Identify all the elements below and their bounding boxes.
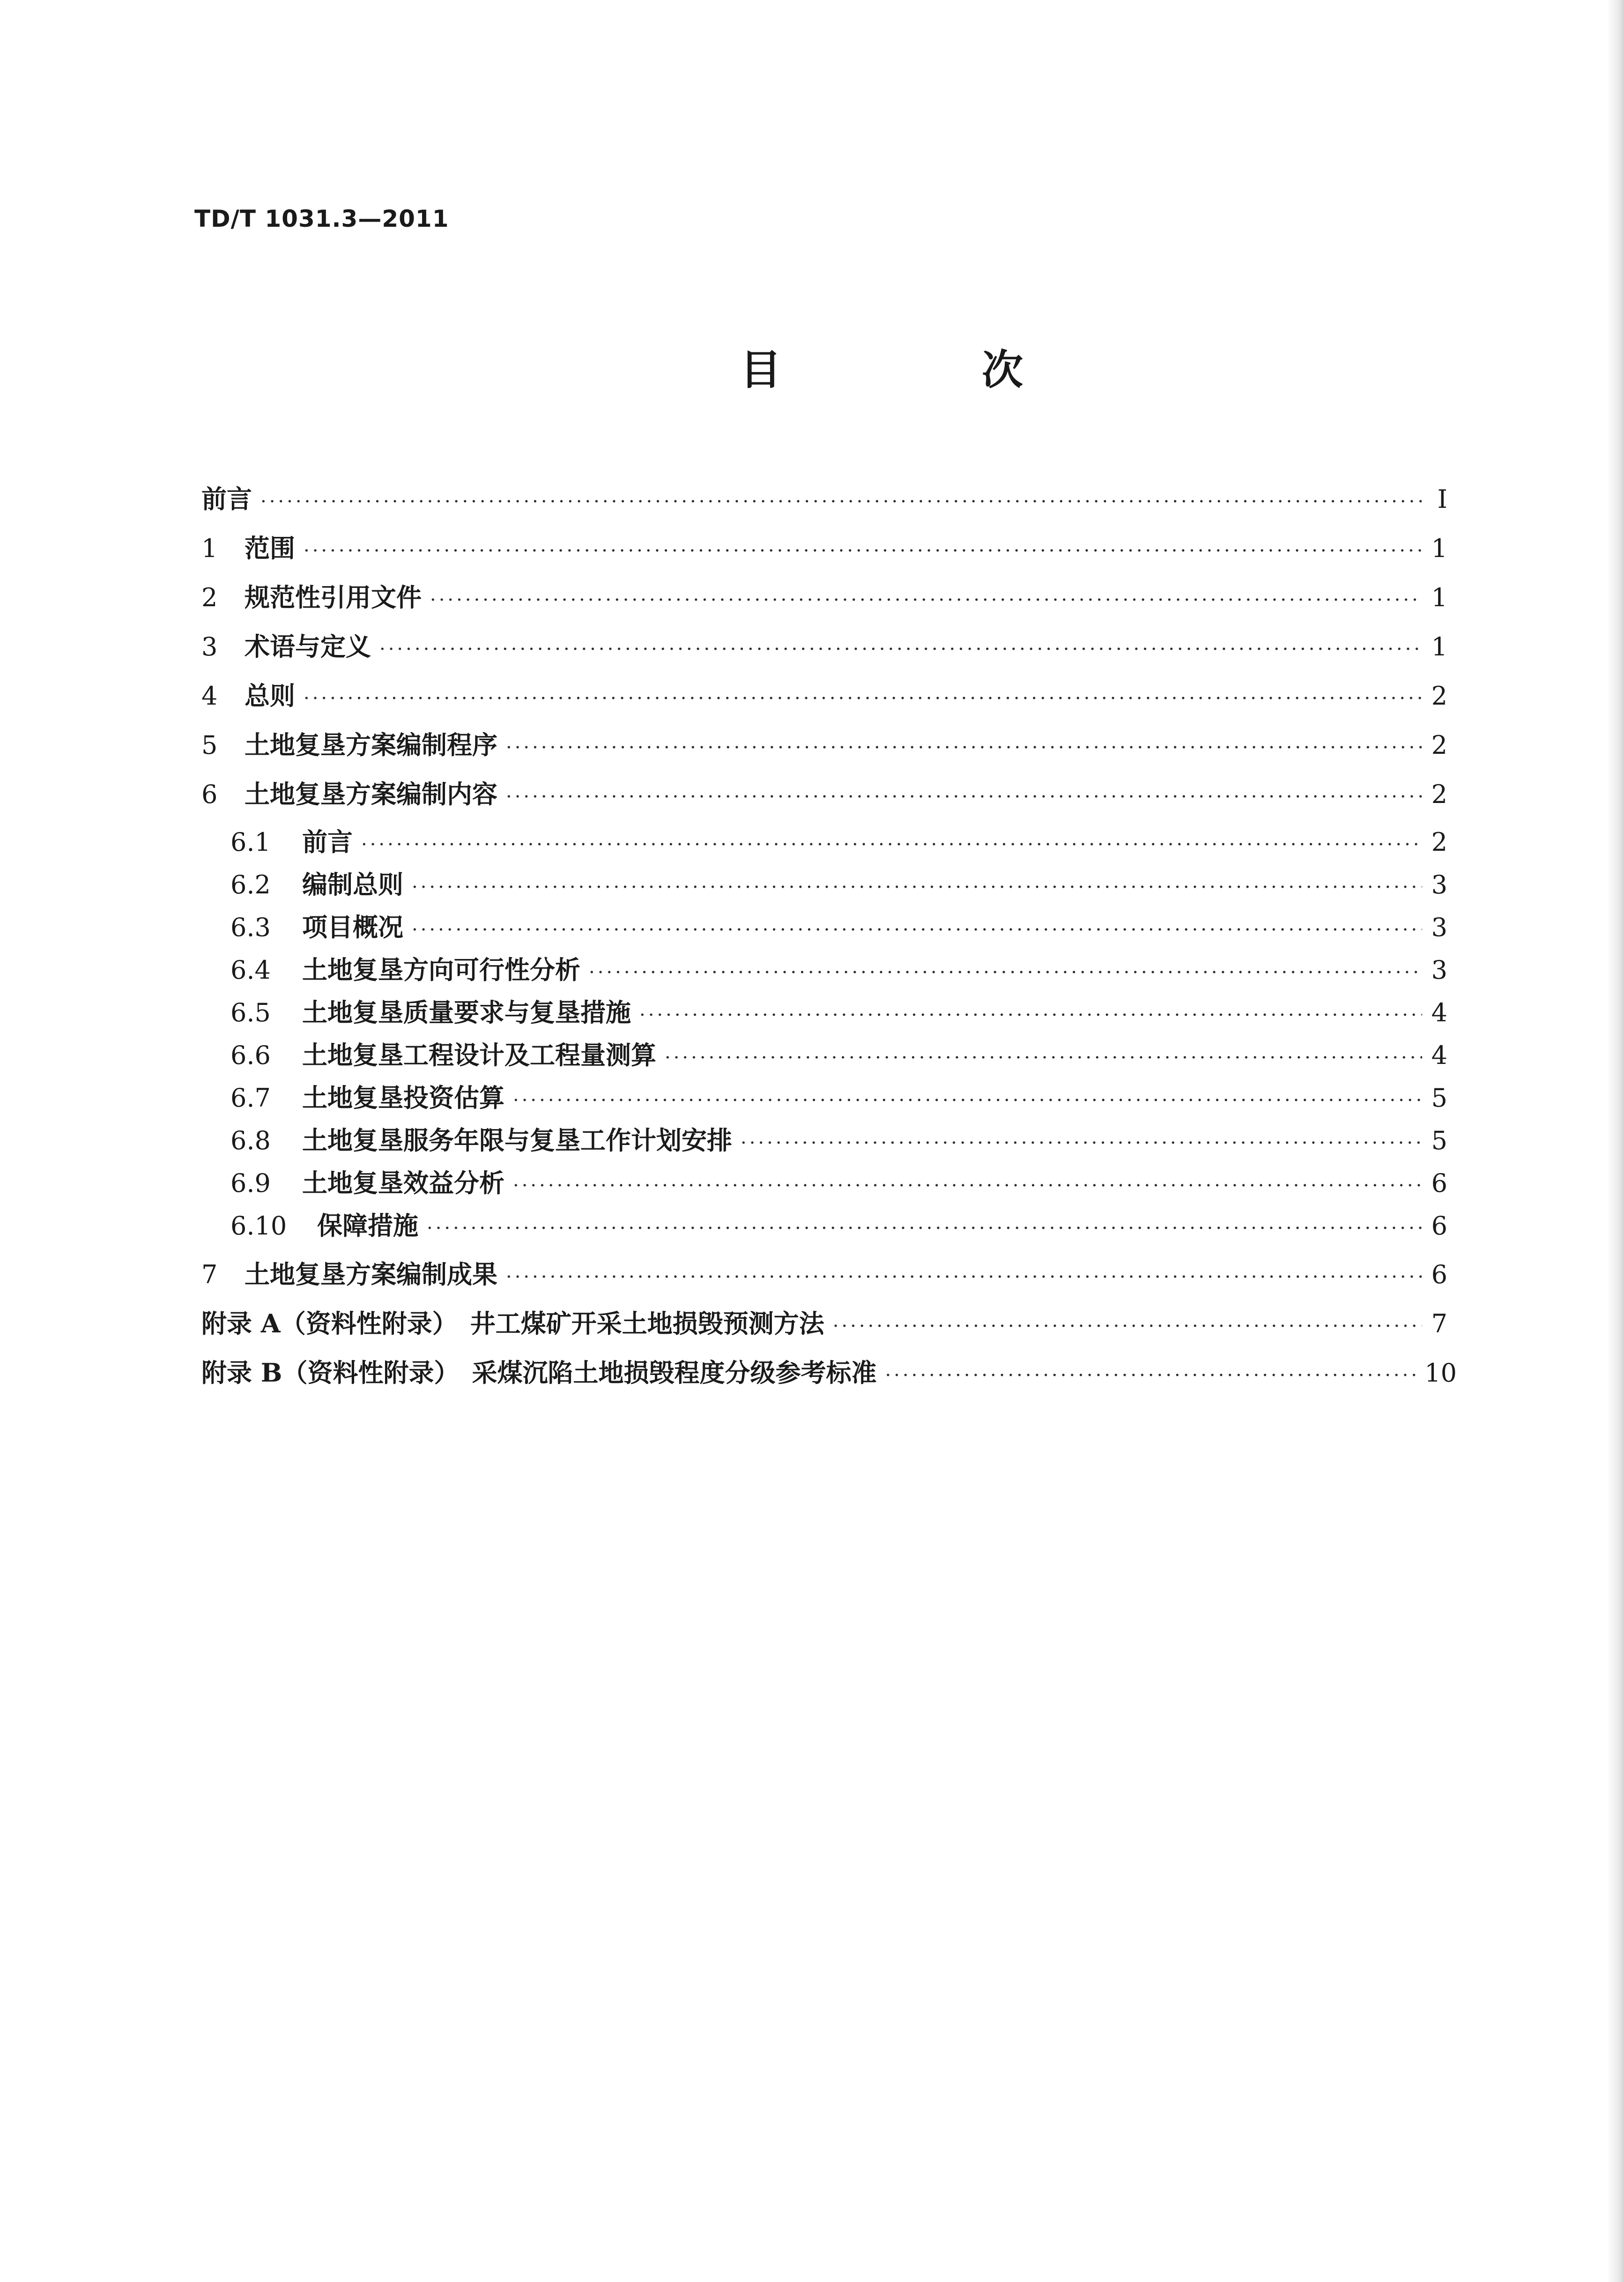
toc-dot-leader [427, 1210, 1422, 1247]
toc-entry-6-5[interactable] [230, 994, 1447, 1031]
toc-entry-6-4[interactable] [230, 951, 1447, 989]
toc-entry-number: 6 [201, 780, 218, 809]
toc-dot-leader [412, 911, 1422, 949]
toc-entry-6-2[interactable] [230, 866, 1447, 903]
toc-entry-page: 1 [1431, 534, 1447, 563]
toc-entry-page: 3 [1431, 913, 1447, 942]
toc-entry-number: 1 [201, 534, 218, 563]
toc-entry-page: 4 [1431, 1041, 1447, 1070]
toc-entry-4[interactable] [201, 677, 1447, 714]
toc-entry-number: 6.7 [230, 1083, 271, 1113]
toc-entry-6-10[interactable] [230, 1207, 1447, 1244]
toc-entry-number: 6.2 [230, 870, 271, 899]
toc-entry-number: 6.10 [230, 1211, 287, 1241]
toc-entry-label: 项目概况 [302, 912, 403, 942]
toc-entry-foreword[interactable] [201, 480, 1447, 518]
toc-dot-leader [513, 1167, 1422, 1204]
toc-entry-label: 附录 B（资料性附录） 采煤沉陷土地损毁程度分级参考标准 [201, 1358, 877, 1388]
toc-entry-page: 3 [1431, 870, 1447, 899]
toc-entry-number: 6.1 [230, 827, 271, 857]
toc-entry-page: 1 [1431, 632, 1447, 662]
toc-entry-label: 土地复垦方向可行性分析 [302, 955, 580, 985]
toc-entry-label: 范围 [245, 533, 295, 563]
toc-dot-leader [361, 826, 1422, 863]
toc-entry-page: Ⅰ [1437, 484, 1447, 514]
toc-entry-6-3[interactable] [230, 908, 1447, 946]
toc-entry-page: 4 [1431, 998, 1447, 1027]
toc-entry-6-7[interactable] [230, 1079, 1447, 1116]
toc-entry-6-6[interactable] [230, 1036, 1447, 1074]
toc-entry-page: 2 [1431, 780, 1447, 809]
toc-entry-number: 4 [201, 681, 218, 711]
toc-entry-label: 总则 [245, 681, 295, 711]
standard-number: TD/T 1031.3—2011 [194, 205, 449, 232]
toc-entry-2[interactable] [201, 579, 1447, 616]
toc-entry-label: 土地复垦质量要求与复垦措施 [302, 997, 631, 1027]
toc-entry-label: 前言 [302, 827, 353, 857]
toc-dot-leader [430, 581, 1422, 619]
toc-entry-page: 5 [1431, 1126, 1447, 1155]
toc-dot-leader [741, 1124, 1422, 1162]
toc-entry-6-8[interactable] [230, 1122, 1447, 1159]
toc-entry-page: 10 [1424, 1358, 1457, 1388]
toc-entry-label: 编制总则 [302, 870, 403, 899]
toc-entry-label: 土地复垦服务年限与复垦工作计划安排 [302, 1125, 732, 1155]
toc-entry-appendix-a[interactable] [201, 1305, 1447, 1342]
toc-entry-6[interactable] [201, 775, 1447, 813]
toc-entry-number: 5 [201, 730, 218, 760]
toc-entry-number: 6.6 [230, 1041, 271, 1070]
toc-dot-leader [506, 778, 1422, 816]
toc-dot-leader [304, 680, 1422, 717]
toc-entry-page: 2 [1431, 730, 1447, 760]
toc-entry-label: 土地复垦工程设计及工程量测算 [302, 1040, 656, 1070]
toc-entry-page: 6 [1431, 1260, 1447, 1289]
toc-entry-1[interactable] [201, 529, 1447, 567]
toc-entry-label: 土地复垦效益分析 [302, 1168, 504, 1198]
toc-dot-leader [589, 954, 1422, 991]
toc-entry-label: 术语与定义 [245, 632, 371, 662]
toc-entry-page: 7 [1431, 1309, 1447, 1338]
toc-entry-number: 3 [201, 632, 218, 662]
toc-dot-leader [412, 869, 1422, 906]
page-title: 目 次 [740, 346, 1103, 394]
toc-dot-leader [506, 1258, 1422, 1296]
toc-entry-appendix-b[interactable] [201, 1354, 1457, 1391]
toc-entry-3[interactable] [201, 628, 1447, 665]
toc-entry-label: 保障措施 [317, 1211, 418, 1241]
toc-dot-leader [833, 1308, 1422, 1345]
toc-entry-label: 规范性引用文件 [245, 582, 422, 612]
toc-entry-number: 7 [201, 1260, 218, 1289]
toc-entry-number: 6.8 [230, 1126, 271, 1155]
toc-entry-page: 1 [1431, 583, 1447, 612]
toc-entry-6-9[interactable] [230, 1164, 1447, 1202]
toc-dot-leader [304, 532, 1422, 570]
toc-entry-label: 附录 A（资料性附录） 井工煤矿开采土地损毁预测方法 [201, 1308, 824, 1338]
toc-entry-label: 土地复垦方案编制程序 [245, 730, 497, 760]
toc-entry-number: 6.5 [230, 998, 271, 1027]
toc-entry-number: 6.4 [230, 955, 271, 985]
toc-entry-label: 土地复垦方案编制内容 [245, 779, 497, 809]
toc-dot-leader [506, 729, 1422, 766]
toc-entry-page: 3 [1431, 955, 1447, 985]
toc-entry-page: 6 [1431, 1211, 1447, 1241]
toc-entry-number: 6.9 [230, 1168, 271, 1198]
toc-entry-number: 6.3 [230, 913, 271, 942]
toc-entry-page: 2 [1431, 681, 1447, 711]
toc-dot-leader [260, 483, 1422, 520]
toc-entry-page: 5 [1431, 1083, 1447, 1113]
toc-entry-5[interactable] [201, 726, 1447, 764]
toc-dot-leader [513, 1082, 1422, 1119]
toc-entry-number: 2 [201, 583, 218, 612]
toc-entry-page: 2 [1431, 827, 1447, 857]
toc-entry-6-1[interactable] [230, 823, 1447, 861]
toc-entry-page: 6 [1431, 1168, 1447, 1198]
toc-dot-leader [665, 1039, 1422, 1077]
toc-entry-7[interactable] [201, 1256, 1447, 1293]
toc-dot-leader [379, 631, 1422, 668]
toc-entry-label: 土地复垦投资估算 [302, 1083, 504, 1113]
toc-dot-leader [885, 1357, 1418, 1394]
toc-entry-label: 土地复垦方案编制成果 [245, 1259, 497, 1289]
toc-entry-label: 前言 [201, 484, 252, 514]
toc-dot-leader [639, 996, 1422, 1034]
